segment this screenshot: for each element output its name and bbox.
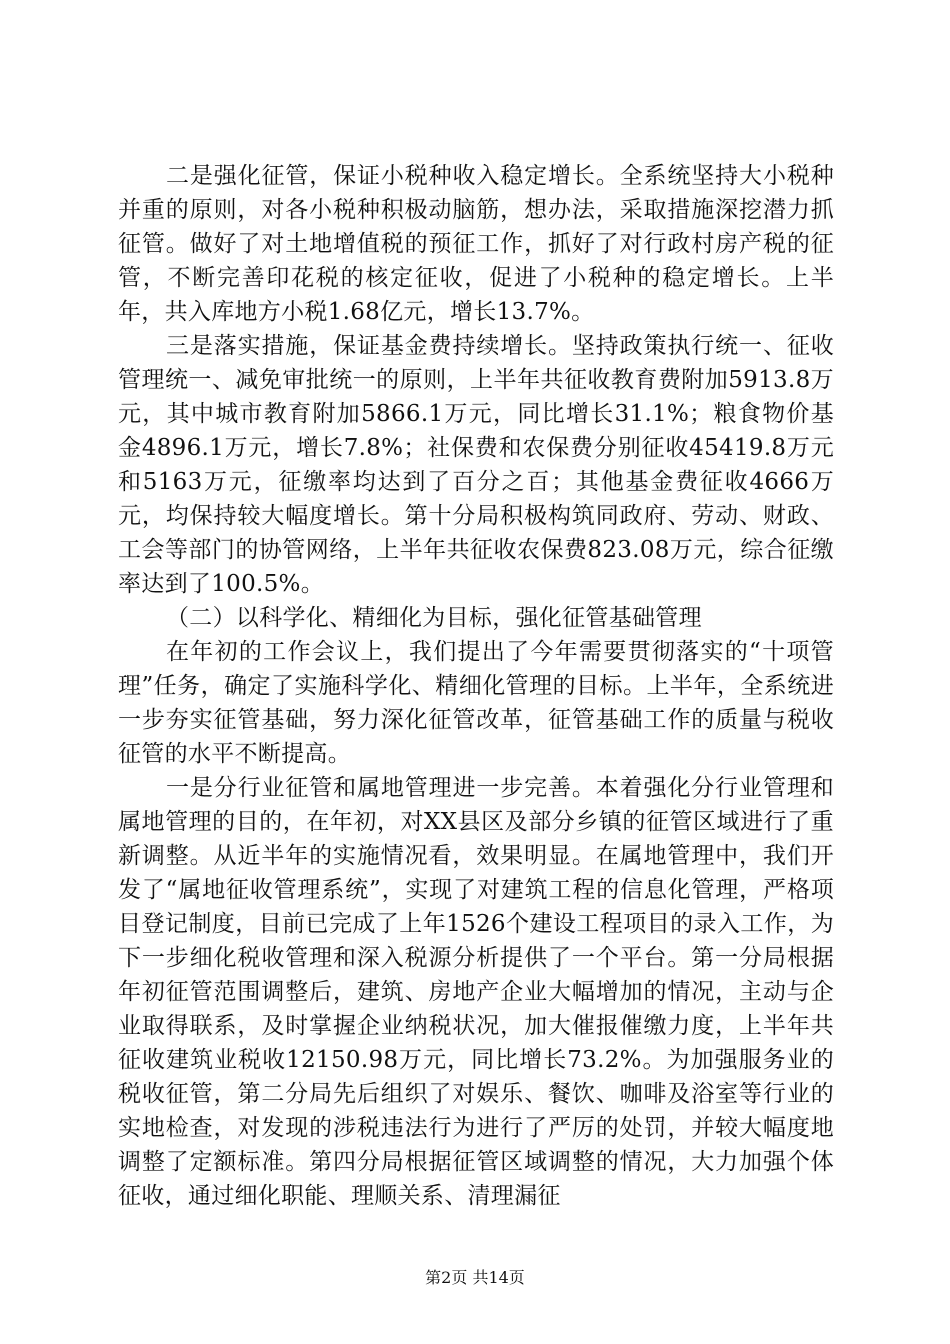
paragraph-small-taxes: 二是强化征管，保证小税种收入稳定增长。全系统坚持大小税种并重的原则，对各小税种积极动脑筋，想办法，采取措施深挖潜力抓征管。做好了对土地增值税的预征工作，抓好了对行政村房产税的征管，不断完善印花税的核定征收，促进了小税种的稳定增长。上半年，共入库地方小税1.68亿元，增长13.7%。	[118, 163, 834, 325]
section-heading: （二）以科学化、精细化为目标，强化征管基础管理	[166, 605, 702, 631]
paragraph-fund-fees: 三是落实措施，保证基金费持续增长。坚持政策执行统一、征收管理统一、减免审批统一的原则，上半年共征收教育费附加5913.8万元，其中城市教育附加5866.1万元，同比增长31.1%；粮食物价基金4896.1万元，增长7.8%；社保费和农保费分别征收45419.8万元和5163万元，征缴率均达到了百分之百；其他基金费征收4666万元，均保持较大幅度增长。第十分局积极构筑同政府、劳动、财政、工会等部门的协管网络，上半年共征收农保费823.08万元，综合征缴率达到了100.5%。	[118, 333, 834, 597]
document-body	[118, 159, 834, 1213]
paragraph-annual-meeting: 在年初的工作会议上，我们提出了今年需要贯彻落实的“十项管理”任务，确定了实施科学化、精细化管理的目标。上半年，全系统进一步夯实征管基础，努力深化征管改革，征管基础工作的质量与税收征管的水平不断提高。	[118, 639, 834, 767]
paragraph-industry-management: 一是分行业征管和属地管理进一步完善。本着强化分行业管理和属地管理的目的，在年初，对XX县区及部分乡镇的征管区域进行了重新调整。从近半年的实施情况看，效果明显。在属地管理中，我们开发了“属地征收管理系统”，实现了对建筑工程的信息化管理，严格项目登记制度，目前已完成了上年1526个建设工程项目的录入工作，为下一步细化税收管理和深入税源分析提供了一个平台。第一分局根据年初征管范围调整后，建筑、房地产企业大幅增加的情况，主动与企业取得联系，及时掌握企业纳税状况，加大催报催缴力度，上半年共征收建筑业税收12150.98万元，同比增长73.2%。为加强服务业的税收征管，第二分局先后组织了对娱乐、餐饮、咖啡及浴室等行业的实地检查，对发现的涉税违法行为进行了严厉的处罚，并较大幅度地调整了定额标准。第四分局根据征管区域调整的情况，大力加强个体征收，通过细化职能、理顺关系、清理漏征	[118, 775, 834, 1209]
page-number-footer: 第2页 共14页	[425, 1268, 525, 1287]
